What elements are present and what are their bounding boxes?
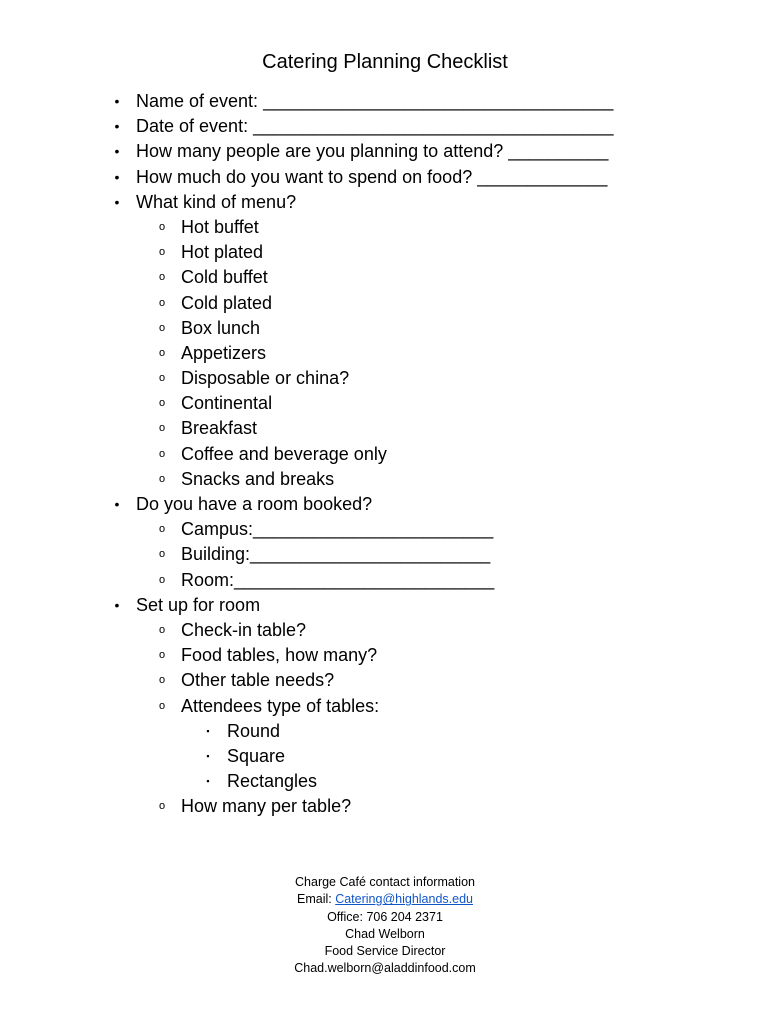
menu-option: Disposable or china? <box>181 368 350 389</box>
list-item <box>0 618 770 643</box>
contact-info <box>0 874 770 978</box>
list-item <box>0 769 770 794</box>
table-type: Rectangles <box>227 771 318 792</box>
list-item <box>0 139 770 164</box>
event-date-item: Date of event: ____________________________________ <box>136 116 614 137</box>
list-item <box>0 794 770 819</box>
checkin-table-line: Check-in table? <box>181 619 307 640</box>
other-tables-line: Other table needs? <box>181 670 335 691</box>
square-bullet-icon: ▪ <box>206 776 210 787</box>
circle-bullet-icon: o <box>158 447 166 460</box>
list-item <box>0 265 770 290</box>
circle-bullet-icon: o <box>158 472 166 485</box>
circle-bullet-icon: o <box>158 321 166 334</box>
circle-bullet-icon: o <box>158 422 166 435</box>
menu-option: Snacks and breaks <box>181 468 335 489</box>
list-item <box>0 593 770 820</box>
circle-bullet-icon: o <box>158 220 166 233</box>
list-item <box>0 215 770 240</box>
circle-bullet-icon: o <box>158 623 166 636</box>
food-budget-item: How much do you want to spend on food? _____________ <box>136 166 608 187</box>
per-table-line: How many per table? <box>181 796 352 817</box>
circle-bullet-icon: o <box>158 699 166 712</box>
list-item <box>0 719 770 744</box>
bullet-icon: • <box>114 168 120 185</box>
menu-option: Breakfast <box>181 418 258 439</box>
contact-name: Chad Welborn <box>345 926 425 941</box>
food-tables-line: Food tables, how many? <box>181 645 378 666</box>
list-item <box>0 391 770 416</box>
list-item <box>0 542 770 567</box>
table-type: Round <box>227 720 281 741</box>
bullet-icon: • <box>114 118 120 135</box>
list-item <box>0 165 770 190</box>
list-item <box>0 89 770 114</box>
list-item <box>0 240 770 265</box>
circle-bullet-icon: o <box>158 674 166 687</box>
bullet-icon: • <box>114 596 120 613</box>
bullet-icon: • <box>114 193 120 210</box>
email-line <box>0 891 770 908</box>
list-item <box>0 341 770 366</box>
email-link[interactable]: Catering@highlands.edu <box>335 892 473 907</box>
setup-list <box>0 618 770 820</box>
contact-role: Food Service Director <box>324 944 446 959</box>
bullet-icon: • <box>114 143 120 160</box>
menu-kind-item: What kind of menu? <box>136 191 297 212</box>
square-bullet-icon: ▪ <box>206 750 210 761</box>
room-booked-item: Do you have a room booked? <box>136 494 373 514</box>
table-types-list <box>0 719 770 795</box>
circle-bullet-icon: o <box>158 246 166 259</box>
circle-bullet-icon: o <box>158 523 166 536</box>
list-item <box>0 416 770 441</box>
contact-heading: Charge Café contact information <box>295 875 475 889</box>
circle-bullet-icon: o <box>158 649 166 662</box>
list-item <box>0 291 770 316</box>
menu-option: Hot plated <box>181 242 264 263</box>
menu-option: Cold plated <box>181 292 273 313</box>
list-item <box>0 114 770 139</box>
circle-bullet-icon: o <box>158 346 166 359</box>
list-item <box>0 568 770 593</box>
list-item <box>0 467 770 492</box>
circle-bullet-icon: o <box>158 271 166 284</box>
square-bullet-icon: ▪ <box>206 725 210 736</box>
circle-bullet-icon: o <box>158 800 166 813</box>
list-item <box>0 643 770 668</box>
email-label: Email: <box>297 892 336 907</box>
attendee-count-item: How many people are you planning to attend? __________ <box>136 141 609 162</box>
list-item <box>0 190 770 492</box>
circle-bullet-icon: o <box>158 573 166 586</box>
list-item <box>0 492 770 593</box>
menu-option: Hot buffet <box>181 216 259 237</box>
menu-option: Cold buffet <box>181 267 268 288</box>
table-type: Square <box>227 745 286 766</box>
campus-line: Campus:________________________ <box>181 519 494 540</box>
list-item <box>0 668 770 693</box>
circle-bullet-icon: o <box>158 548 166 561</box>
menu-option: Box lunch <box>181 317 261 338</box>
list-item <box>0 517 770 542</box>
bullet-icon: • <box>114 496 120 512</box>
circle-bullet-icon: o <box>158 397 166 410</box>
menu-option: Coffee and beverage only <box>181 443 387 464</box>
bullet-icon: • <box>114 93 120 109</box>
office-phone: Office: 706 204 2371 <box>327 909 443 924</box>
menu-option: Appetizers <box>181 342 267 363</box>
list-item <box>0 316 770 341</box>
menu-options-list <box>0 215 770 492</box>
circle-bullet-icon: o <box>158 296 166 309</box>
list-item <box>0 694 770 795</box>
circle-bullet-icon: o <box>158 372 166 385</box>
list-item <box>0 744 770 769</box>
list-item <box>0 366 770 391</box>
room-line: Room:__________________________ <box>181 569 495 590</box>
list-item <box>0 442 770 467</box>
setup-item: Set up for room <box>136 594 261 615</box>
building-line: Building:________________________ <box>181 544 491 565</box>
contact-email: Chad.welborn@aladdinfood.com <box>294 961 476 976</box>
checklist <box>0 89 770 819</box>
attendee-tables-line: Attendees type of tables: <box>181 695 380 716</box>
menu-option: Continental <box>181 393 273 414</box>
event-name-item: Name of event: ___________________________________ <box>136 91 614 111</box>
room-details-list <box>0 517 770 593</box>
page-title: Catering Planning Checklist <box>262 51 508 73</box>
